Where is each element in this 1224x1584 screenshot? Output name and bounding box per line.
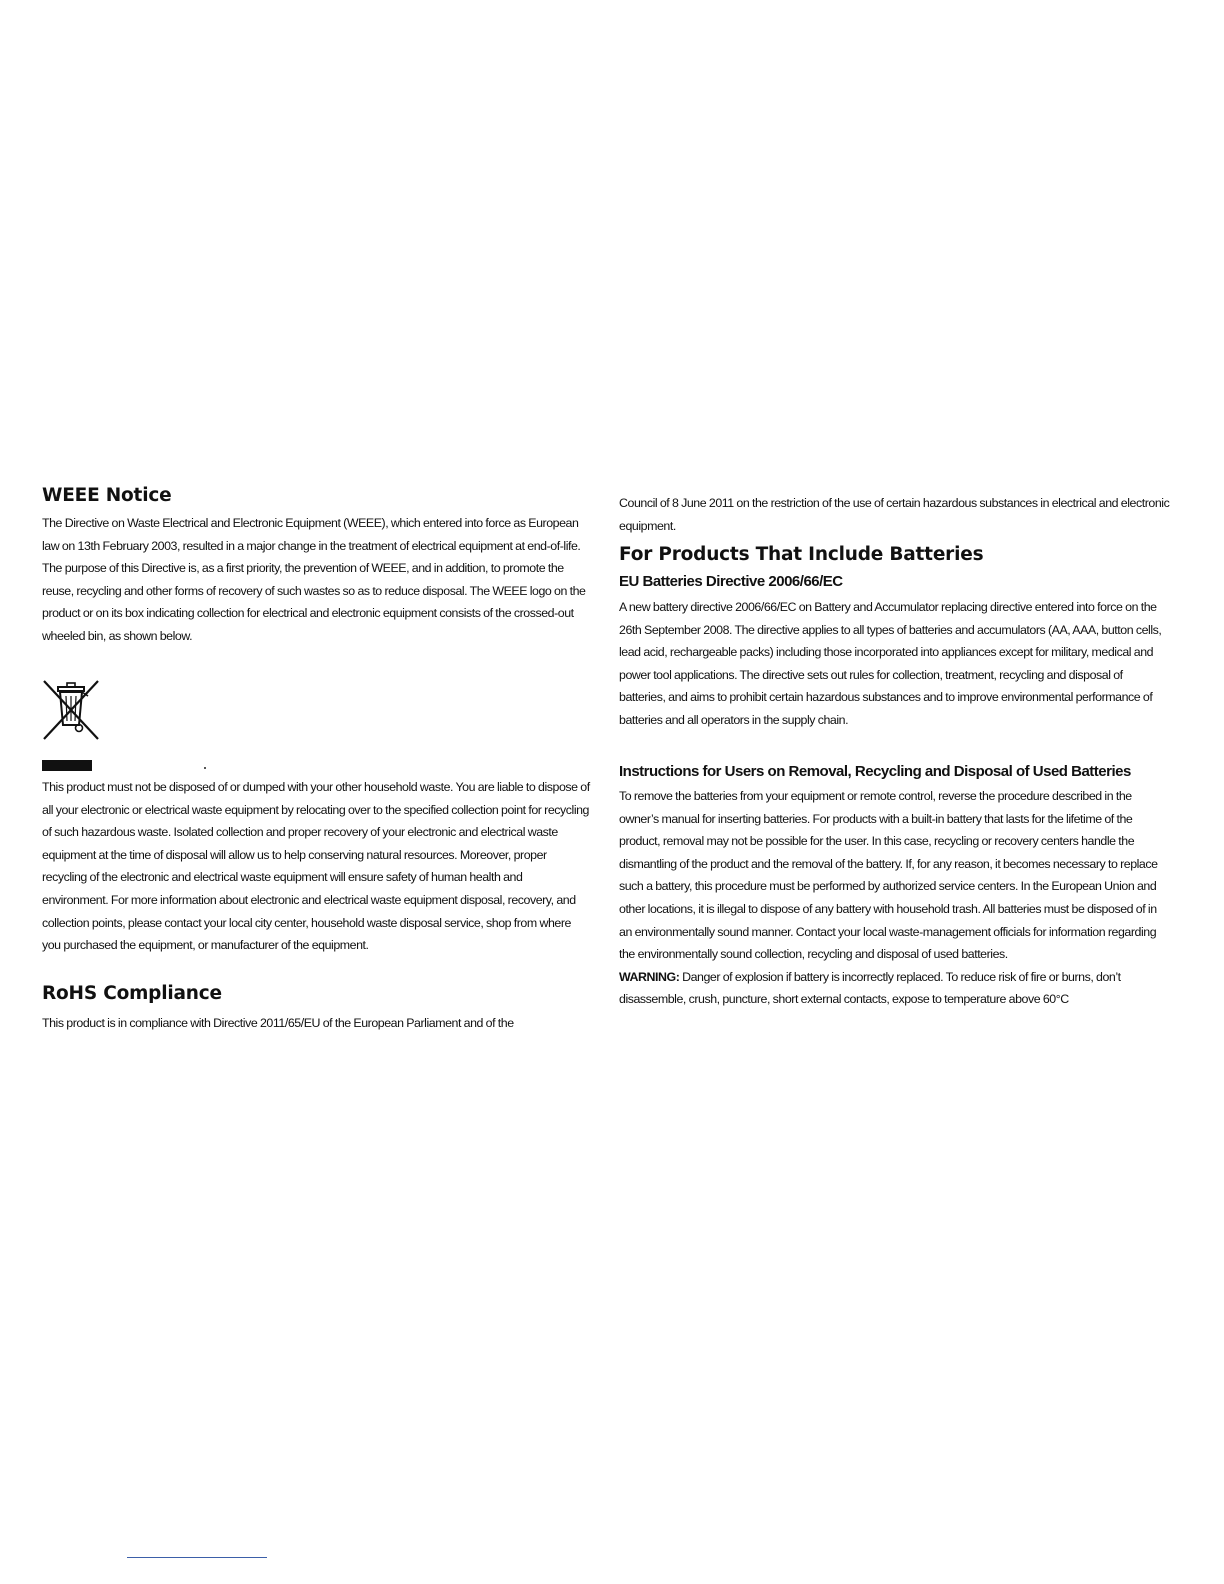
weee-notice-heading: WEEE Notice [42,485,172,506]
rohs-text [42,1012,590,1035]
eu-directive-text [619,596,1171,732]
weee-paragraph-2: The purpose of this Directive is, as a first priority, the prevention of WEEE, and in addition, to promote the reuse, recycling and other forms of recovery of such wastes so as to reduce disposal. The WEEE logo on the product or on its box indicating collection for electrical and electronic equipment consists of the crossed-out wheeled bin, as shown below. [42,561,586,643]
eu-directive-paragraph: A new battery directive 2006/66/EC on Battery and Accumulator replacing directive entered into force on the 26th September 2008. The directive applies to all types of batteries and accumulators (AA, AAA, button cells, lead acid, rechargeable packs) including those incorporated into appliances except for military, medical and power tool applications. The directive sets out rules for collection, treatment, recycling and disposal of batteries, and aims to prohibit certain hazardous substances and to improve environmental performance of batteries and all operators in the supply chain. [619,600,1162,727]
rohs-continuation [619,492,1171,537]
battery-warning [619,966,1171,1011]
weee-paragraph-1: The Directive on Waste Electrical and Electronic Equipment (WEEE), which entered into force as European law on 13th February 2003, resulted in a major change in the treatment of electrical equipment at end-of-life. [42,516,581,553]
rohs-compliance-heading: RoHS Compliance [42,983,222,1004]
weee-intro [42,512,590,648]
eu-batteries-directive-heading: EU Batteries Directive 2006/66/EC [619,573,843,590]
dot-mark [204,767,206,769]
weee-paragraph-3: This product must not be disposed of or dumped with your other household waste. You are liable to dispose of all your electronic or electrical waste equipment by relocating over to the specified collection point for recycling of such hazardous waste. Isolated collection and proper recovery of your electronic and electrical waste equipment at the time of disposal will allow us to help conserving natural resources. Moreover, proper recycling of the electronic and electrical waste equipment will ensure safety of human health and environment. For more information about electronic and electrical waste equipment disposal, recovery, and collection points, please contact your local city center, household waste disposal service, shop from where you purchased the equipment, or manufacturer of the equipment. [42,780,590,953]
battery-instructions-paragraph: To remove the batteries from your equipment or remote control, reverse the procedure described in the owner’s manual for inserting batteries. For products with a built-in battery that lasts for the lifetime of the product, removal may not be possible for the user. In this case, recycling or recovery centers handle the dismantling of the product and the removal of the battery. If, for any reason, it becomes necessary to replace such a battery, this procedure must be performed by authorized service centers. In the European Union and other locations, it is illegal to dispose of any battery with household trash. All batteries must be disposed of in an environmentally sound manner. Contact your local waste-management officials for information regarding the environmentally sound collection, recycling and disposal of used batteries. [619,789,1158,962]
weee-disposal-text [42,776,590,957]
rohs-paragraph: This product is in compliance with Directive 2011/65/EU of the European Parliament and of the [42,1016,514,1030]
warning-label: WARNING: [619,969,680,984]
weee-underbar [42,760,92,771]
crossed-out-wheeled-bin-icon [42,677,102,761]
footer-divider [127,1557,267,1558]
warning-text: Danger of explosion if battery is incorrectly replaced. To reduce risk of fire or burns, don’t disassemble, crush, puncture, short external contacts, expose to temperature above 60°C [619,969,1121,1007]
battery-instructions-heading: Instructions for Users on Removal, Recycling and Disposal of Used Batteries [619,763,1131,780]
batteries-heading: For Products That Include Batteries [619,544,984,565]
rohs-continuation-paragraph: Council of 8 June 2011 on the restriction of the use of certain hazardous substances in electrical and electronic equipment. [619,496,1170,533]
battery-instructions-text [619,785,1171,1011]
